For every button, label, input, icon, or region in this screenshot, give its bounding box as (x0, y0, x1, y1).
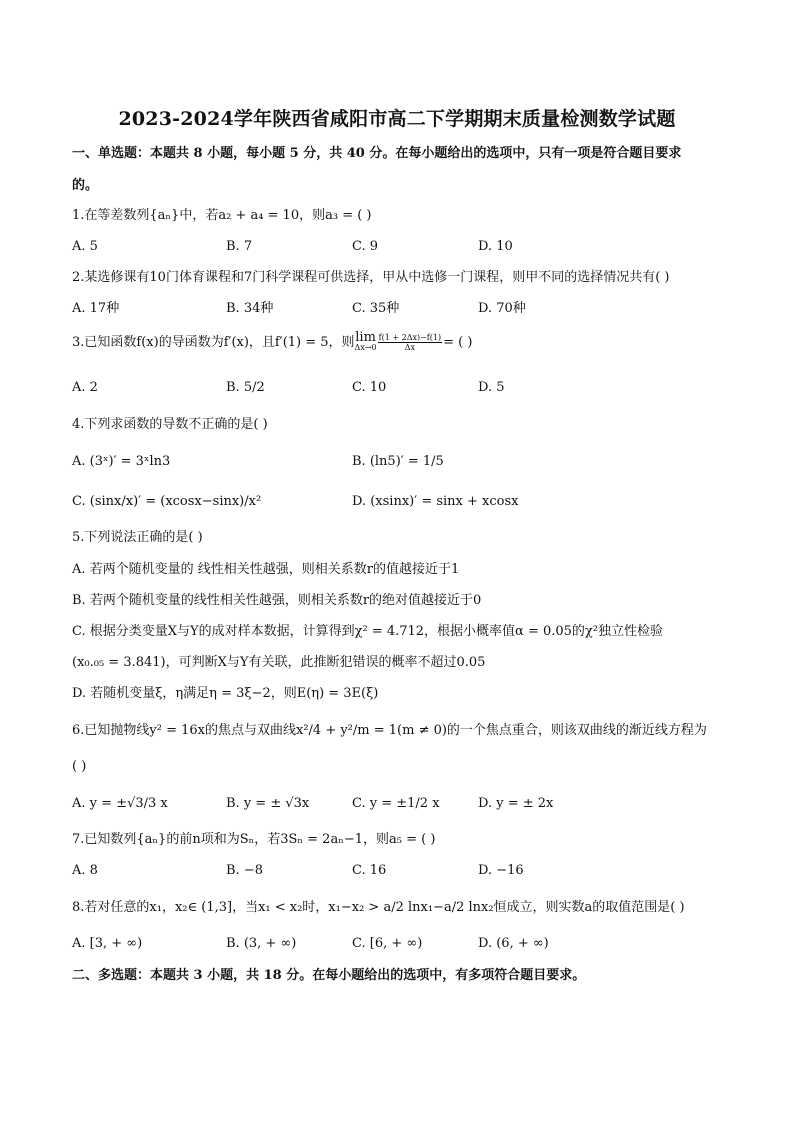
q6-option-a: A. y = ±√3/3 x (72, 796, 168, 811)
exam-title: 2023-2024学年陕西省咸阳市高二下学期期末质量检测数学试题 (118, 108, 676, 130)
q3-stem (72, 330, 472, 356)
q7-option-d: D. −16 (478, 863, 524, 878)
q8-option-c: C. [6, + ∞) (352, 936, 423, 951)
q3-fraction-denominator: Δx (404, 343, 416, 352)
q3-stem-post: = ( ) (443, 335, 473, 350)
q3-fraction (378, 333, 442, 352)
q5-stem: 5.下列说法正确的是( ) (72, 530, 203, 545)
q8-option-d: D. (6, + ∞) (478, 936, 549, 951)
q4-option-b: B. (ln5)′ = 1/5 (352, 454, 444, 469)
q3-limit (354, 329, 377, 353)
q1-option-b: B. 7 (226, 239, 253, 254)
q6-option-d: D. y = ± 2x (478, 796, 554, 811)
q3-option-d: D. 5 (478, 380, 505, 395)
q1-stem: 1.在等差数列{aₙ}中，若a₂ + a₄ = 10，则a₃ = ( ) (72, 208, 372, 223)
q5-option-d: D. 若随机变量ξ，η满足η = 3ξ−2，则E(η) = 3E(ξ) (72, 686, 379, 701)
q4-option-a: A. (3ˣ)′ = 3ˣln3 (72, 454, 171, 469)
q2-stem: 2.某选修课有10门体育课程和7门科学课程可供选择，甲从中选修一门课程，则甲不同的选择情况共有( ) (72, 270, 670, 285)
q1-option-a: A. 5 (72, 239, 98, 254)
q3-option-c: C. 10 (352, 380, 387, 395)
q5-option-c-line1: C. 根据分类变量X与Y的成对样本数据，计算得到χ² = 4.712，根据小概率值α = 0.05的χ²独立性检验 (72, 624, 664, 639)
q2-option-c: C. 35种 (352, 301, 400, 316)
q2-option-d: D. 70种 (478, 301, 526, 316)
section2-header: 二、多选题：本题共 3 小题，共 18 分。在每小题给出的选项中，有多项符合题目要求。 (72, 968, 586, 983)
q3-limit-top: lim (355, 329, 376, 345)
q8-option-b: B. (3, + ∞) (226, 936, 297, 951)
q2-option-b: B. 34种 (226, 301, 274, 316)
q3-fraction-numerator: f(1 + 2Δx)−f(1) (378, 333, 442, 342)
q7-option-b: B. −8 (226, 863, 263, 878)
q8-stem: 8.若对任意的x₁，x₂∈ (1,3]，当x₁ < x₂时，x₁−x₂ > a/2 lnx₁−a/2 lnx₂恒成立，则实数a的取值范围是( ) (72, 900, 685, 915)
q6-option-b: B. y = ± √3x (226, 796, 310, 811)
q6-stem-line1: 6.已知抛物线y² = 16x的焦点与双曲线x²/4 + y²/m = 1(m ≠ 0)的一个焦点重合，则该双曲线的渐近线方程为 (72, 723, 707, 738)
q4-stem: 4.下列求函数的导数不正确的是( ) (72, 417, 268, 432)
q5-option-a: A. 若两个随机变量的 线性相关性越强，则相关系数r的值越接近于1 (72, 562, 460, 577)
section1-header-line2: 的。 (72, 178, 99, 193)
q2-option-a: A. 17种 (72, 301, 120, 316)
q3-stem-pre: 3.已知函数f(x)的导函数为f′(x)，且f′(1) = 5，则 (72, 335, 355, 350)
q3-option-b: B. 5/2 (226, 380, 265, 395)
q7-option-a: A. 8 (72, 863, 98, 878)
q7-option-c: C. 16 (352, 863, 387, 878)
q7-stem: 7.已知数列{aₙ}的前n项和为Sₙ，若3Sₙ = 2aₙ−1，则a₅ = ( ) (72, 832, 436, 847)
q3-option-a: A. 2 (72, 380, 98, 395)
q1-option-d: D. 10 (478, 239, 513, 254)
q1-option-c: C. 9 (352, 239, 379, 254)
q4-option-c: C. (sinx/x)′ = (xcosx−sinx)/x² (72, 494, 262, 509)
q6-stem-line2: ( ) (72, 759, 87, 774)
q3-limit-bottom: Δx→0 (354, 342, 377, 352)
q5-option-b: B. 若两个随机变量的线性相关性越强，则相关系数r的绝对值越接近于0 (72, 593, 482, 608)
q4-option-d: D. (xsinx)′ = sinx + xcosx (352, 494, 519, 509)
q5-option-c-line2: (x₀.₀₅ = 3.841)，可判断X与Y有关联，此推断犯错误的概率不超过0.05 (72, 655, 486, 670)
q8-option-a: A. [3, + ∞) (72, 936, 143, 951)
section1-header-line1: 一、单选题：本题共 8 小题，每小题 5 分，共 40 分。在每小题给出的选项中，只有一项是符合题目要求 (72, 146, 682, 161)
q6-option-c: C. y = ±1/2 x (352, 796, 440, 811)
